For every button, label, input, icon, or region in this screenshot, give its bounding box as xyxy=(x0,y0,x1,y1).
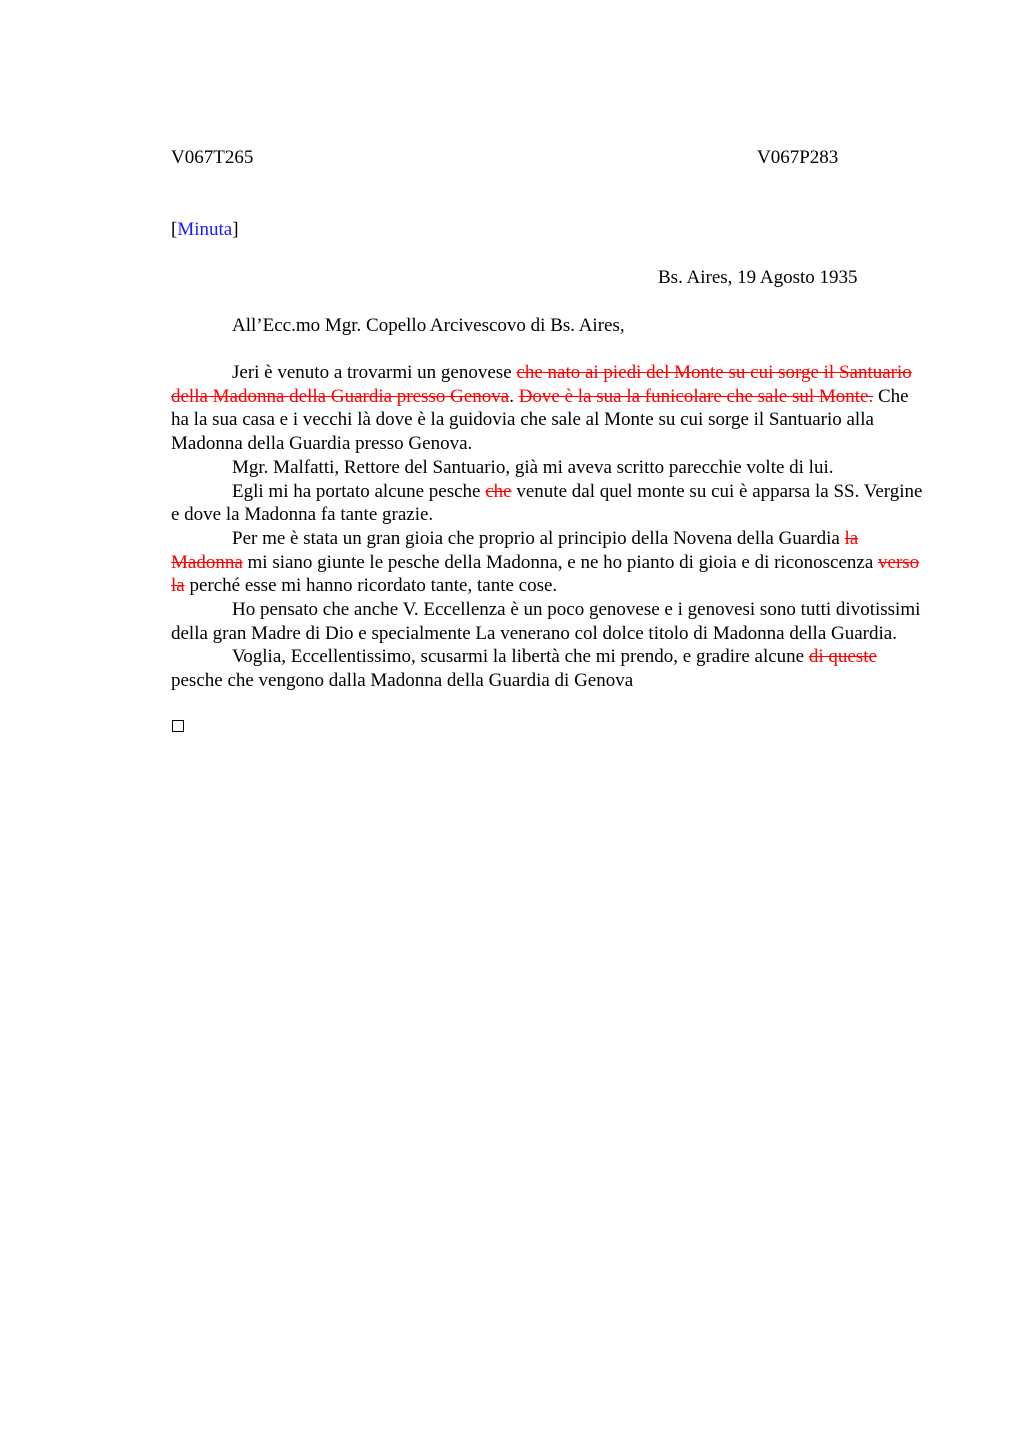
paragraph-text: Voglia, Eccellentissimo, scusarmi la libertà che mi prendo, e gradire alcune xyxy=(232,646,809,668)
deleted-text: la Madonna xyxy=(171,527,859,573)
deleted-text: che xyxy=(485,480,512,502)
paragraph-text: Ho pensato che anche V. Eccellenza è un poco genovese e i genovesi sono tutti divotissimi della gran Madre di Dio e specialmente La venerano col dolce titolo di Madonna della Guardia. xyxy=(171,599,921,644)
paragraph-text: mi siano giunte le pesche della Madonna, e ne ho pianto di gioia e di riconoscenza xyxy=(242,551,879,573)
letter-paragraph xyxy=(171,527,931,598)
bracket-close: ] xyxy=(232,219,239,240)
letter-paragraph xyxy=(171,456,931,480)
paragraph-text: pesche che vengono dalla Madonna della Guardia di Genova xyxy=(171,670,634,692)
letter-salutation: All’Ecc.mo Mgr. Copello Arcivescovo di Bs. Aires, xyxy=(232,315,625,336)
letter-body xyxy=(171,361,931,693)
deleted-text: verso la xyxy=(171,551,920,597)
deleted-text: che nato ai piedi del Monte su cui sorge il Santuario della Madonna della Guardia presso Genova xyxy=(171,362,912,407)
reference-code-left: V067T265 xyxy=(171,147,254,168)
letter-paragraph xyxy=(171,598,931,645)
paragraph-text: Che ha la sua casa e i vecchi là dove è la guidovia che sale al Monte su cui sorge il Santuario alla Madonna della Guardia presso Genova. xyxy=(171,385,909,455)
empty-square-icon xyxy=(172,720,184,732)
minuta-label xyxy=(171,218,239,242)
paragraph-text: Jeri è venuto a trovarmi un genovese xyxy=(232,362,517,383)
paragraph-text: Mgr. Malfatti, Rettore del Santuario, già mi aveva scritto parecchie volte di lui. xyxy=(232,456,834,478)
paragraph-text: Per me è stata un gran gioia che proprio al principio della Novena della Guardia xyxy=(232,527,845,549)
paragraph-text: perché esse mi hanno ricordato tante, tante cose. xyxy=(184,575,558,597)
paragraph-text: Egli mi ha portato alcune pesche xyxy=(232,480,486,502)
minuta-text: Minuta xyxy=(177,219,233,240)
letter-paragraph xyxy=(171,480,931,527)
paragraph-text: . xyxy=(509,385,519,407)
letter-paragraph xyxy=(171,645,931,692)
deleted-text: di queste xyxy=(808,646,877,668)
bracket-open: [ xyxy=(171,219,178,240)
letter-date: Bs. Aires, 19 Agosto 1935 xyxy=(658,267,858,288)
deleted-text: Dove è la sua la funicolare che sale sul Monte. xyxy=(518,385,874,407)
reference-code-right: V067P283 xyxy=(757,147,839,168)
paragraph-text: venute dal quel monte su cui è apparsa la SS. Vergine e dove la Madonna fa tante grazie. xyxy=(171,480,923,526)
letter-paragraph xyxy=(171,361,931,456)
